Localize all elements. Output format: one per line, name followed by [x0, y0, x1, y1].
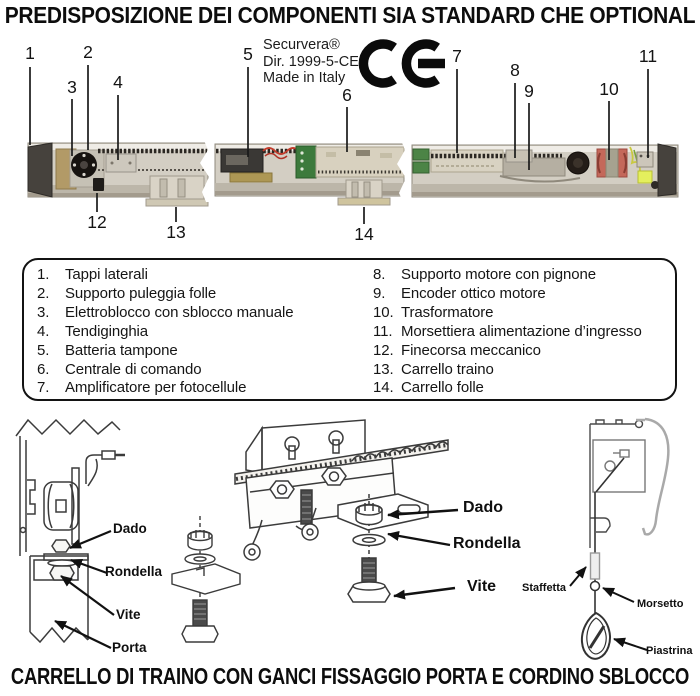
staffetta-bracket [591, 553, 600, 579]
cover-profile [643, 419, 668, 534]
rail-photo [28, 138, 678, 206]
legend-item: 8. Supporto motore con pignone [373, 266, 596, 283]
ce-mark-logo [363, 44, 445, 83]
label-morsetto: Morsetto [637, 598, 684, 610]
legend-item: 14. Carrello folle [373, 379, 484, 397]
legend-item: 13. Carrello traino [373, 360, 494, 378]
brand-name: Securvera® [263, 37, 340, 53]
mechanical-limit-switch [93, 178, 104, 191]
roller-wheel [44, 482, 78, 530]
callout-9: 9 [524, 81, 534, 101]
transformer [597, 149, 627, 177]
label-dado-center: Dado [463, 499, 503, 516]
callout-4: 4 [113, 72, 123, 92]
callout-6: 6 [342, 85, 352, 105]
warning-label [638, 171, 652, 183]
end-cap-left [28, 143, 52, 197]
wall-break-line [16, 420, 120, 436]
control-unit-board [316, 147, 404, 177]
legend-item: 11. Morsettiera alimentazione d’ingresso [373, 322, 642, 340]
legend-item: 12. Finecorsa meccanico [373, 341, 541, 359]
control-board-connector [296, 146, 316, 178]
bracket-exploded-view [172, 516, 240, 642]
label-dado-left: Dado [113, 521, 147, 536]
label-staffetta: Staffetta [522, 582, 567, 594]
legend-item: 2. Supporto puleggia folle [37, 284, 217, 302]
legend-item: 1. Tappi laterali [37, 266, 148, 283]
legend-item: 10. Trasformatore [373, 303, 494, 321]
callout-11: 11 [638, 46, 658, 66]
page-title: PREDISPOSIZIONE DEI COMPONENTI SIA STANDARD CHE OPTIONAL [4, 2, 696, 28]
release-cord-diagram [582, 419, 668, 659]
green-terminal [413, 162, 429, 173]
legend-item: 3. Elettroblocco con sblocco manuale [37, 303, 294, 321]
callout-2: 2 [83, 42, 93, 62]
label-rondella-center: Rondella [453, 535, 521, 552]
callout-12: 12 [87, 212, 107, 232]
legend-item: 9. Encoder ottico motore [373, 284, 546, 302]
rail-middle-segment [215, 144, 404, 205]
legend-item: 6. Centrale di comando [37, 360, 202, 378]
label-porta: Porta [112, 640, 147, 655]
callout-1: 1 [25, 43, 35, 63]
legend-column-2 [364, 260, 675, 399]
directive-text: Dir. 1999-5-CE [263, 53, 359, 70]
l-bracket [172, 564, 240, 594]
legend-column-1 [24, 260, 364, 399]
callout-3: 3 [67, 77, 77, 97]
callout-7: 7 [452, 46, 462, 66]
green-terminal [413, 149, 429, 160]
callout-5: 5 [243, 44, 253, 64]
morsetto-clamp [591, 582, 600, 591]
lock-box [593, 440, 645, 492]
input-power-terminal [637, 152, 653, 167]
callout-14: 14 [354, 224, 374, 244]
label-vite-center: Vite [467, 578, 497, 595]
end-cap-right [658, 144, 676, 196]
release-arm [86, 455, 102, 484]
legend-item: 4. Tendiginghia [37, 322, 149, 340]
bottom-title: CARRELLO DI TRAINO CON GANCI FISSAGGIO PORTA E CORDINO SBLOCCO [10, 663, 690, 689]
carriage-exploded-diagram [235, 420, 448, 602]
photocell-amplifier-board [431, 150, 503, 172]
components-legend-box [22, 258, 677, 401]
callout-10: 10 [599, 79, 619, 99]
legend-item: 5. Batteria tampone [37, 341, 178, 359]
label-rondella-left: Rondella [105, 564, 163, 579]
nut-washer-screw-stack [44, 540, 88, 580]
label-vite-left: Vite [116, 607, 141, 622]
callout-13: 13 [166, 222, 186, 242]
piastrina-handle [582, 613, 610, 659]
origin-text: Made in Italy [263, 70, 346, 86]
drive-carriage [146, 176, 208, 206]
nut [188, 530, 212, 550]
idle-carriage [338, 180, 390, 205]
certification-block [263, 37, 359, 87]
legend-item: 7. Amplificatore per fotocellule [37, 379, 247, 397]
bolt [182, 600, 218, 642]
rail-right-segment [412, 144, 678, 197]
callout-8: 8 [510, 60, 520, 80]
washer [185, 554, 215, 564]
label-piastrina: Piastrina [646, 645, 693, 657]
